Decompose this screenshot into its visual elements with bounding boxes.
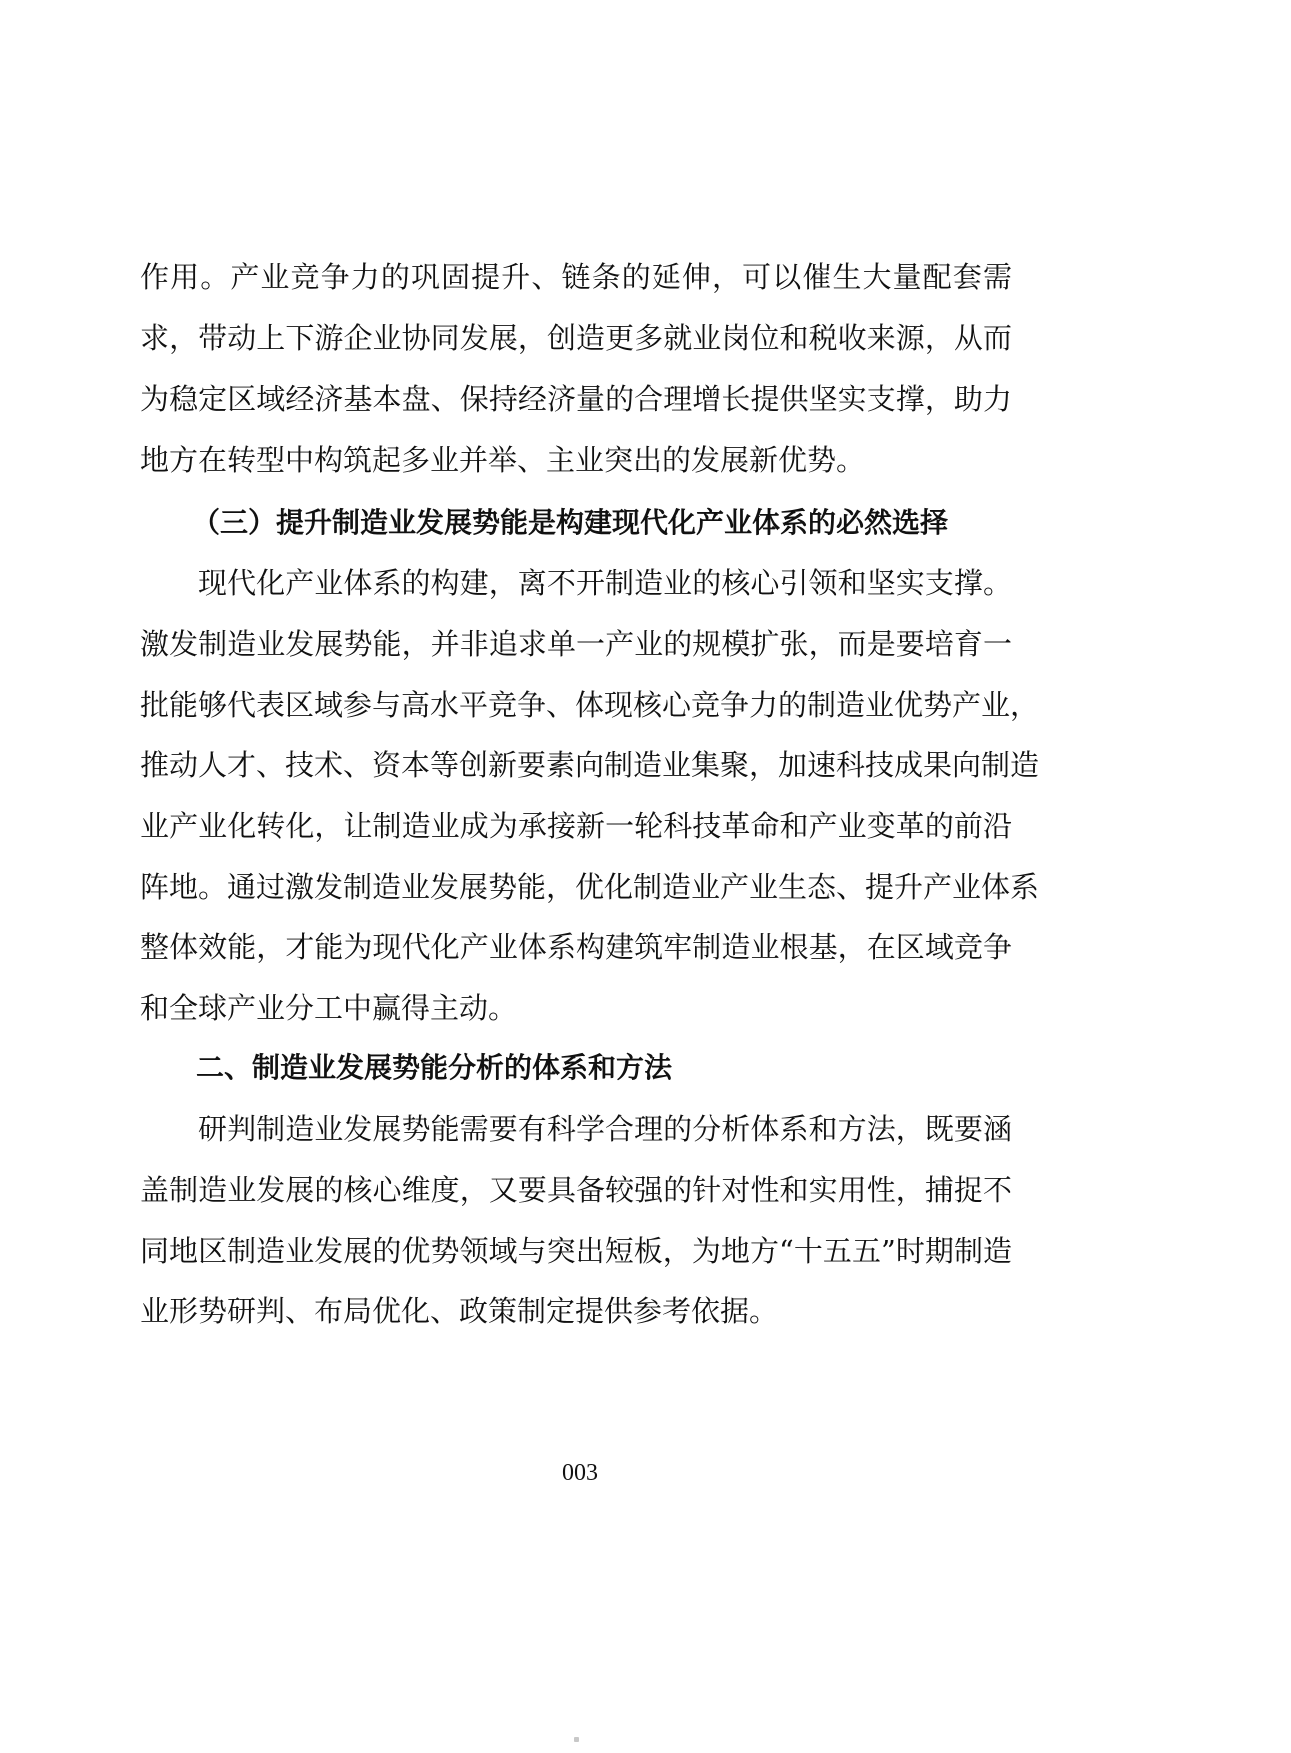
paragraph-line: 研判制造业发展势能需要有科学合理的分析体系和方法，既要涵 xyxy=(198,1112,1012,1146)
paragraph-line: 整体效能，才能为现代化产业体系构建筑牢制造业根基，在区域竞争 xyxy=(140,930,1012,964)
paragraph-line: 地方在转型中构筑起多业并举、主业突出的发展新优势。 xyxy=(140,443,866,477)
page-number: 003 xyxy=(562,1460,598,1486)
subheading: （三）提升制造业发展势能是构建现代化产业体系的必然选择 xyxy=(192,506,949,539)
paragraph-line: 同地区制造业发展的优势领域与突出短板，为地方“十五五”时期制造 xyxy=(140,1234,1012,1268)
paragraph-line: 和全球产业分工中赢得主动。 xyxy=(140,991,518,1025)
paragraph-line: 作用。产业竞争力的巩固提升、链条的延伸，可以催生大量配套需 xyxy=(140,260,1012,294)
paragraph-line: 业产业化转化，让制造业成为承接新一轮科技革命和产业变革的前沿 xyxy=(140,809,1012,843)
section-heading: 二、制造业发展势能分析的体系和方法 xyxy=(196,1051,673,1084)
paragraph-line: 现代化产业体系的构建，离不开制造业的核心引领和坚实支撑。 xyxy=(198,566,1012,600)
paragraph-line: 盖制造业发展的核心维度，又要具备较强的针对性和实用性，捕捉不 xyxy=(140,1173,1012,1207)
paragraph-line: 推动人才、技术、资本等创新要素向制造业集聚，加速科技成果向制造 xyxy=(140,748,1040,782)
paragraph-line: 业形势研判、布局优化、政策制定提供参考依据。 xyxy=(140,1294,779,1328)
paragraph-line: 求，带动上下游企业协同发展，创造更多就业岗位和税收来源，从而 xyxy=(140,321,1012,355)
paragraph-line: 激发制造业发展势能，并非追求单一产业的规模扩张，而是要培育一 xyxy=(140,627,1012,661)
scroll-indicator-dot xyxy=(574,1737,579,1742)
paragraph-line: 阵地。通过激发制造业发展势能，优化制造业产业生态、提升产业体系 xyxy=(140,870,1040,904)
paragraph-line: 为稳定区域经济基本盘、保持经济量的合理增长提供坚实支撑，助力 xyxy=(140,382,1012,416)
paragraph-line: 批能够代表区域参与高水平竞争、体现核心竞争力的制造业优势产业， xyxy=(140,688,1040,722)
